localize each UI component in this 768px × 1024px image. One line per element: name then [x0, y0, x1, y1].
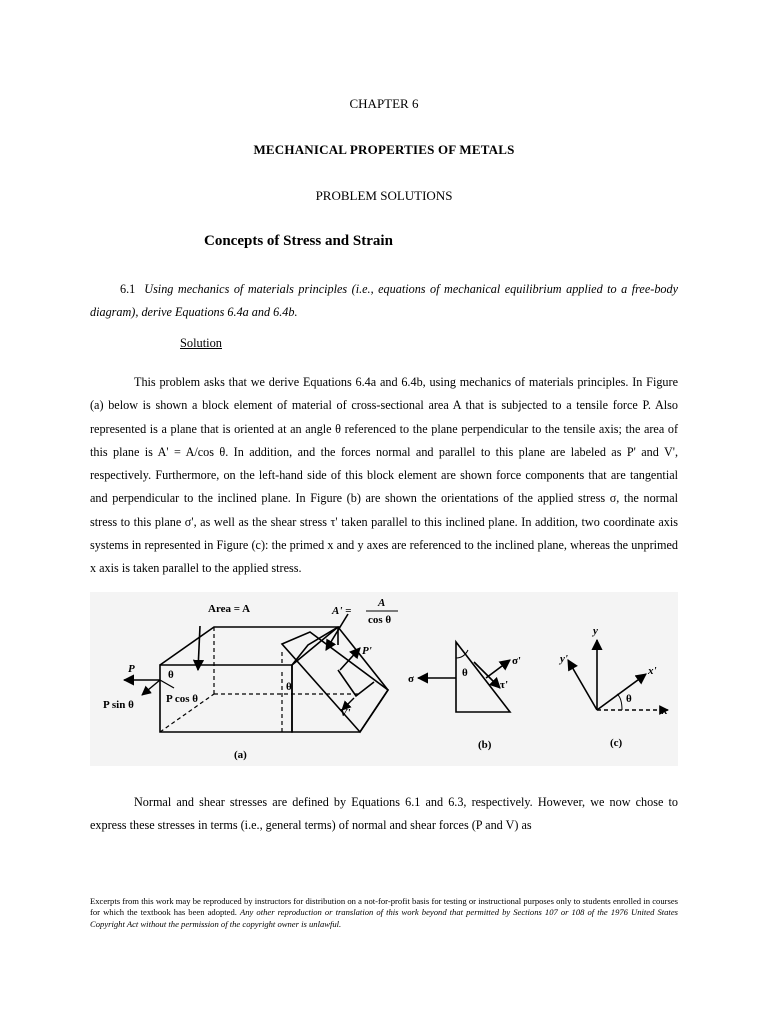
figure-a-pprime-label: P': [362, 645, 372, 657]
figure-a-pcos-line: [160, 680, 174, 688]
figure-a-area-arrow: [198, 626, 200, 670]
solution-paragraph-2-text: Normal and shear stresses are defined by Equations 6.1 and 6.3, respectively. However, we now chose to express these stresses in terms (i.e., general terms) of normal and shear forces (P and V) as: [90, 795, 678, 833]
figure-a-areaprime-denominator: cos θ: [368, 614, 392, 626]
chapter-label: CHAPTER 6: [349, 96, 419, 111]
figure-c-theta-label: θ: [626, 693, 632, 705]
figure-a-psin-label: P sin θ: [103, 699, 134, 711]
figure-a-theta-label: θ: [286, 681, 292, 693]
footer-italic-text: Any other reproduction or translation of this work beyond that permitted by Sections 107 or 108 of the 1976 United States Copyright Act without the permission of the copyright owner is unlawful.: [90, 907, 678, 929]
section-heading: Concepts of Stress and Strain: [204, 233, 393, 249]
figure-a-block: [160, 627, 388, 732]
problem-number: 6.1: [120, 282, 136, 296]
figure-b-tauprime-arrow: [474, 662, 500, 688]
figure-a-psin-arrow: [142, 680, 160, 695]
solution-paragraph-1: [90, 371, 678, 581]
figure-a-area-label: Area = A: [208, 603, 251, 615]
figure-a-small-theta: θ: [168, 669, 174, 681]
figure-b-caption: (b): [478, 739, 492, 751]
figure-a-areaprime-numerator: A: [378, 597, 386, 609]
figure-b-sigma-label: σ: [408, 673, 414, 685]
problem-text: Using mechanics of materials principles (i.e., equations of mechanical equilibrium applied to a free-body diagram), derive Equations 6.4a and 6.4b.: [90, 282, 679, 320]
solution-paragraph-1-text: This problem asks that we derive Equations 6.4a and 6.4b, using mechanics of materials principles. In Figure (a) below is shown a block element of material of cross-sectional area A that is subjected to a tensile force P. Also represented is a plane that is oriented at an angle θ referenced to the plane perpendicular to the tensile axis; the area of this plane is A' = A/cos θ. In addition, and the forces normal and parallel to this plane are labeled as P' and V', respectively. Furthermore, on the left-hand side of this block element are shown force components that are tangential and perpendicular to the inclined plane. In Figure (b) are shown the orientations of the applied stress σ, the normal stress to this plane σ', as well as the shear stress τ' taken parallel to this inclined plane. In addition, two coordinate axis systems in represented in Figure (c): the primed x and y axes are referenced to the inclined plane, whereas the unprimed x axis is taken parallel to the applied stress.: [90, 375, 678, 576]
figure-c-x-label: x: [662, 705, 668, 717]
footer-normal-text: Excerpts from this work may be reproduced by instructors for distribution on a not-for-profit basis for testing or instructional purposes only to students enrolled in courses for which the textbook has been adopted.: [90, 896, 678, 918]
chapter-subtitle: PROBLEM SOLUTIONS: [315, 188, 453, 203]
figure-a-vprime-label: V': [340, 707, 351, 719]
figure-b-sigmaprime-arrow: [486, 660, 510, 678]
figure-c-y-label: y: [593, 625, 598, 637]
figure-c-xprime-label: x': [648, 665, 657, 677]
figure-a-vprime-arrow: [338, 670, 374, 696]
figure-a-pcos-label: P cos θ: [166, 693, 199, 705]
solution-paragraph-2: [90, 791, 678, 838]
figure-a-areaprime-label: A' =: [332, 605, 352, 617]
figure-a-caption: (a): [234, 749, 247, 761]
figure-b-theta-label: θ: [462, 667, 468, 679]
figure-c-yprime-axis: [568, 660, 597, 710]
figure-a-p-label: P: [128, 663, 135, 675]
figure-b-tauprime-label: τ': [500, 679, 509, 691]
figure-a-inclined-plane: [282, 632, 388, 732]
chapter-title: MECHANICAL PROPERTIES OF METALS: [253, 142, 515, 157]
figure-c-yprime-label: y': [560, 653, 568, 665]
solution-label: Solution: [180, 336, 222, 350]
figure-c-caption: (c): [610, 737, 623, 749]
problem-statement: [90, 278, 678, 325]
figure-stress-diagrams: [90, 592, 678, 766]
copyright-footer: [90, 896, 678, 930]
figure-b-sigmaprime-label: σ': [512, 655, 522, 667]
